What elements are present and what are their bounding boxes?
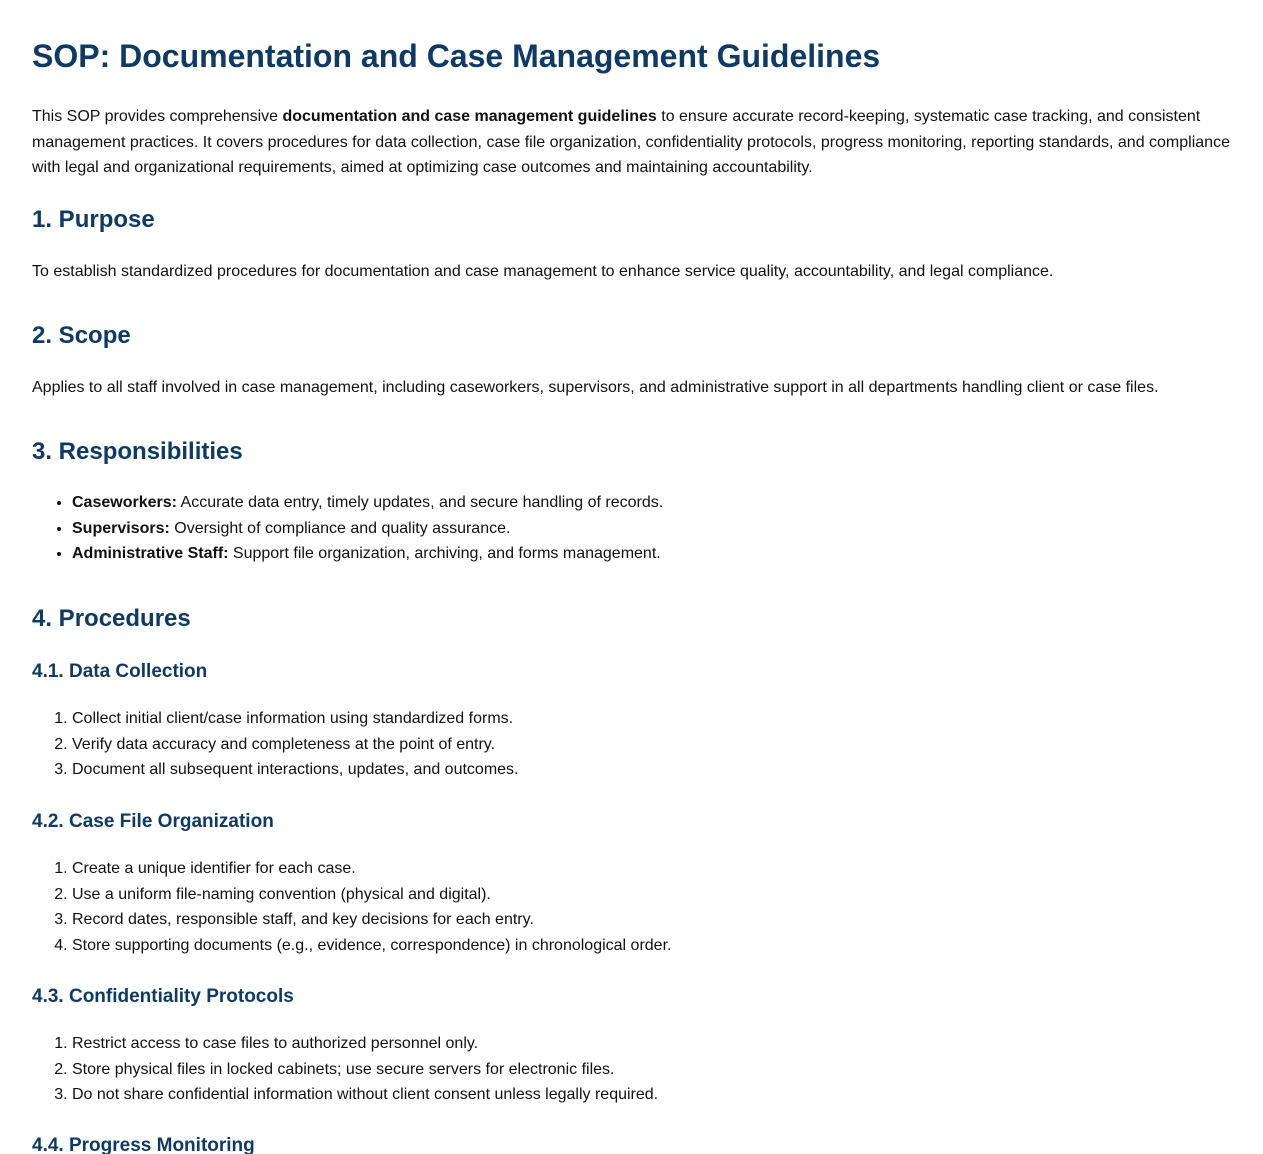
list-item — [72, 541, 663, 567]
list-item — [72, 516, 663, 542]
intro-bold-phrase: documentation and case management guidelines — [282, 108, 657, 125]
list-item: 2. Verify data accuracy and completeness at the point of entry. — [72, 732, 519, 758]
intro-text-start: This SOP provides comprehensive — [32, 108, 283, 125]
data-collection-steps — [32, 706, 519, 783]
list-item: 1. Collect initial client/case information using standardized forms. — [72, 706, 519, 732]
role-description: Support file organization, archiving, and forms management. — [228, 545, 661, 562]
section-heading-responsibilities: 3. Responsibilities — [32, 438, 243, 465]
scope-text: Applies to all staff involved in case management, including caseworkers, supervisors, and administrative support in all departments handling client or case files. — [32, 379, 1159, 396]
list-item: 2. Use a uniform file-naming convention (physical and digital). — [72, 882, 671, 908]
subsection-heading-case-file-organization: 4.2. Case File Organization — [32, 811, 274, 832]
section-heading-purpose: 1. Purpose — [32, 206, 155, 233]
section-heading-scope: 2. Scope — [32, 322, 131, 349]
responsibilities-list — [32, 490, 663, 567]
role-description: Oversight of compliance and quality assurance. — [169, 519, 511, 537]
role-label: Administrative Staff: — [72, 545, 229, 562]
role-label: Caseworkers: — [72, 494, 177, 511]
list-item: 3. Do not share confidential information without client consent unless legally required. — [72, 1082, 658, 1108]
case-file-organization-steps — [32, 856, 671, 958]
list-item: 4. Store supporting documents (e.g., evidence, correspondence) in chronological order. — [72, 933, 671, 959]
list-item — [72, 490, 663, 516]
intro-text-end: to ensure accurate record-keeping, systematic case tracking, and consistent management practices. It covers procedures for data collection, case file organization, confidentiality protocols, progress monitoring, reporting standards, and compliance with legal and organizational requirements, aimed at optimizing case outcomes and maintaining accountability. — [32, 108, 1230, 176]
purpose-text: To establish standardized procedures for documentation and case management to enhance service quality, accountability, and legal compliance. — [32, 263, 1054, 280]
subsection-heading-data-collection: 4.1. Data Collection — [32, 661, 208, 682]
subsection-heading-progress-monitoring: 4.4. Progress Monitoring — [32, 1135, 255, 1154]
confidentiality-steps — [32, 1031, 658, 1108]
section-heading-procedures: 4. Procedures — [32, 605, 191, 632]
list-item: 1. Create a unique identifier for each case. — [72, 856, 671, 882]
list-item: 2. Store physical files in locked cabinets; use secure servers for electronic files. — [72, 1057, 658, 1083]
intro-paragraph — [32, 104, 1237, 181]
role-label: Supervisors: — [72, 519, 170, 537]
list-item: 3. Document all subsequent interactions, updates, and outcomes. — [72, 757, 519, 783]
subsection-heading-confidentiality: 4.3. Confidentiality Protocols — [32, 986, 294, 1007]
page-title: SOP: Documentation and Case Management Guidelines — [32, 38, 881, 74]
role-description: Accurate data entry, timely updates, and secure handling of records. — [176, 494, 664, 511]
list-item: 1. Restrict access to case files to authorized personnel only. — [72, 1031, 658, 1057]
list-item: 3. Record dates, responsible staff, and key decisions for each entry. — [72, 907, 671, 933]
